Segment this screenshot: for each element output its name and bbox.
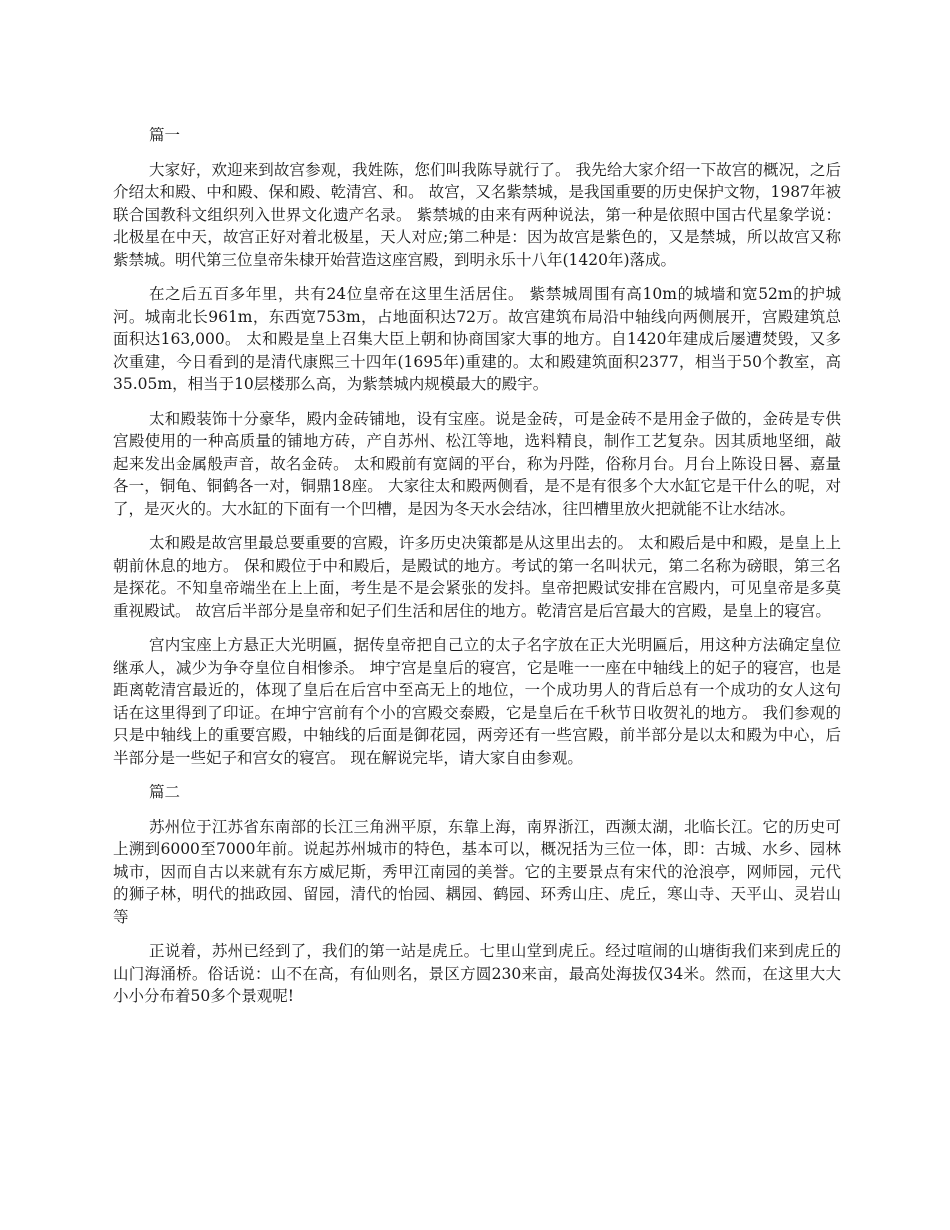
paragraph: 在之后五百多年里，共有24位皇帝在这里生活居住。 紫禁城周围有高10m的城墙和宽52m的护城河。城南北长961m，东西宽753m，占地面积达72万。故宫建筑布局沿中轴线向两侧展开，宫殿建筑总面积达163,000。 太和殿是皇上召集大臣上朝和协商国家大事的地方。自1420年建成后屡遭焚毁，又多次重建，今日看到的是清代康熙三十四年(1695年)重建的。太和殿建筑面积2377，相当于50个教室，高35.05m，相当于10层楼那么高，为紫禁城内规模最大的殿宇。 [113,285,841,393]
section-heading-2: 篇二 [149,783,181,801]
document-body [113,124,841,1020]
paragraph: 宫内宝座上方悬正大光明匾，据传皇帝把自己立的太子名字放在正大光明匾后，用这种方法确定皇位继承人，减少为争夺皇位自相惨杀。 坤宁宫是皇后的寝宫，它是唯一一座在中轴线上的妃子的寝宫，也是距离乾清宫最近的，体现了皇后在后宫中至高无上的地位，一个成功男人的背后总有一个成功的女人这句话在这里得到了印证。在坤宁宫前有个小的宫殿交泰殿，它是皇后在千秋节日收贺礼的地方。 我们参观的只是中轴线上的重要宫殿，中轴线的后面是御花园，两旁还有一些宫殿，前半部分是以太和殿为中心，后半部分是一些妃子和宫女的寝宫。 现在解说完毕，请大家自由参观。 [113,636,841,767]
paragraph: 大家好，欢迎来到故宫参观，我姓陈，您们叫我陈导就行了。 我先给大家介绍一下故宫的概况，之后介绍太和殿、中和殿、保和殿、乾清宫、和。 故宫，又名紫禁城，是我国重要的历史保护文物，1987年被联合国教科文组织列入世界文化遗产名录。 紫禁城的由来有两种说法，第一种是依照中国古代星象学说：北极星在中天，故宫正好对着北极星，天人对应;第二种是：因为故宫是紫色的，又是禁城，所以故宫又称紫禁城。明代第三位皇帝朱棣开始营造这座宫殿，到明永乐十八年(1420年)落成。 [113,160,841,269]
paragraph: 太和殿装饰十分豪华，殿内金砖铺地，设有宝座。说是金砖，可是金砖不是用金子做的，金砖是专供宫殿使用的一种高质量的铺地方砖，产自苏州、松江等地，选料精良，制作工艺复杂。因其质地坚细，敲起来发出金属般声音，故名金砖。 太和殿前有宽阔的平台，称为丹陛，俗称月台。月台上陈设日晷、嘉量各一，铜龟、铜鹤各一对，铜鼎18座。 大家往太和殿两侧看，是不是有很多个大水缸它是干什么的呢，对了，是灭火的。大水缸的下面有一个凹槽，是因为冬天水会结冰，往凹槽里放火把就能不让水结冰。 [113,409,841,518]
section-heading-1: 篇一 [149,126,181,144]
paragraph: 苏州位于江苏省东南部的长江三角洲平原，东靠上海，南界浙江，西濒太湖，北临长江。它的历史可上溯到6000至7000年前。说起苏州城市的特色，基本可以，概况括为三位一体，即：古城、水乡、园林城市，因而自古以来就有东方威尼斯，秀甲江南园的美誉。它的主要景点有宋代的沧浪亭，网师园，元代的狮子林，明代的拙政园、留园，清代的怡园、耦园、鹤园、环秀山庄、虎丘，寒山寺、天平山、灵岩山等 [113,817,841,926]
paragraph: 太和殿是故宫里最总要重要的宫殿，许多历史决策都是从这里出去的。 太和殿后是中和殿，是皇上上朝前休息的地方。 保和殿位于中和殿后，是殿试的地方。考试的第一名叫状元，第二名称为磅眼，第三名是探花。不知皇帝端坐在上上面，考生是不是会紧张的发抖。皇帝把殿试安排在宫殿内，可见皇帝是多莫重视殿试。 故宫后半部分是皇帝和妃子们生活和居住的地方。乾清宫是后宫最大的宫殿，是皇上的寝宫。 [113,534,841,620]
paragraph: 正说着，苏州已经到了，我们的第一站是虎丘。七里山堂到虎丘。经过喧闹的山塘街我们来到虎丘的山门海涌桥。俗话说：山不在高，有仙则名，景区方圆230来亩，最高处海拔仅34米。然而，在这里大大小小分布着50多个景观呢! [113,942,841,1005]
